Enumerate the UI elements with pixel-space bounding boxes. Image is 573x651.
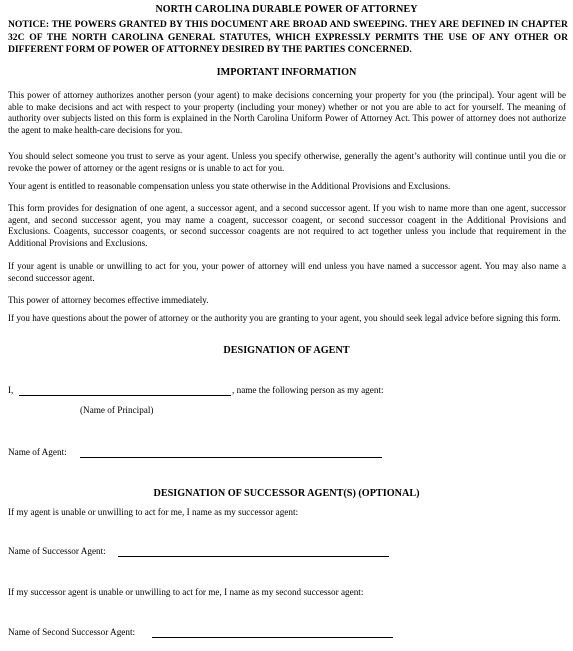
paragraph-authority: This power of attorney authorizes another person (your agent) to make decisions concerning your property for you (the principal). Your agent will be able to make decisions and act with respect to your property (including your money) whether or not you are able to act for yourself. The meaning of authority over subjects listed on this form is explained in the North Carolina Uniform Power of Attorney Act. This power of attorney does not authorize the agent to make health-care decisions for you. [8, 90, 566, 135]
agent-name-field[interactable] [80, 447, 382, 458]
successor-label: Name of Successor Agent: [8, 546, 106, 556]
paragraph-designation: This form provides for designation of one agent, a successor agent, and a second successor agent. If you wish to name more than one agent, successor agent, and second successor agent, you may name a coagent, successor coagent, or second successor coagent in the Additional Provisions and Exclusions. Coagents, successor coagents, or second successor coagents are not required to act together unless you include that requirement in the Additional Provisions and Exclusions. [8, 203, 566, 248]
successor-name-field[interactable] [118, 546, 389, 557]
paragraph-successor: If your agent is unable or unwilling to act for you, your power of attorney will end unless you have named a successor agent. You may also name a second successor agent. [8, 261, 566, 283]
second-successor-name-field[interactable] [152, 627, 393, 638]
paragraph-compensation: Your agent is entitled to reasonable compensation unless you state otherwise in the Additional Provisions and Exclusions. [8, 181, 451, 191]
paragraph-select-agent: You should select someone you trust to serve as your agent. Unless you specify otherwise, generally the agent’s authority will continue until you die or revoke the power of attorney or the agent resigns or is unable to act for you. [8, 151, 566, 173]
paragraph-effective: This power of attorney becomes effective immediately. [8, 295, 209, 305]
principal-prefix: I, [8, 385, 14, 395]
second-successor-label: Name of Second Successor Agent: [8, 627, 136, 637]
agent-label: Name of Agent: [8, 447, 67, 457]
principal-name-field[interactable] [19, 385, 231, 396]
principal-suffix: , name the following person as my agent: [232, 385, 384, 395]
designation-heading: DESIGNATION OF AGENT [223, 345, 350, 356]
successor-intro: If my agent is unable or unwilling to act for me, I name as my successor agent: [8, 507, 299, 517]
successor-heading: DESIGNATION OF SUCCESSOR AGENT(S) (OPTIONAL) [153, 488, 420, 499]
second-successor-intro: If my successor agent is unable or unwilling to act for me, I name as my second successor agent: [8, 587, 364, 597]
document-title: NORTH CAROLINA DURABLE POWER OF ATTORNEY [155, 4, 418, 15]
principal-caption: (Name of Principal) [80, 405, 154, 415]
important-heading: IMPORTANT INFORMATION [216, 67, 357, 78]
notice-text: NOTICE: THE POWERS GRANTED BY THIS DOCUMENT ARE BROAD AND SWEEPING. THEY ARE DEFINED IN CHAPTER 32C OF THE NORTH CAROLINA GENERAL STATUTES, WHICH EXPRESSLY PERMITS THE USE OF ANY OTHER OR DIFFERENT FORM OF POWER OF ATTORNEY DESIRED BY THE PARTIES CONCERNED. [8, 19, 568, 56]
paragraph-questions: If you have questions about the power of attorney or the authority you are granting to your agent, you should seek legal advice before signing this form. [8, 313, 561, 323]
